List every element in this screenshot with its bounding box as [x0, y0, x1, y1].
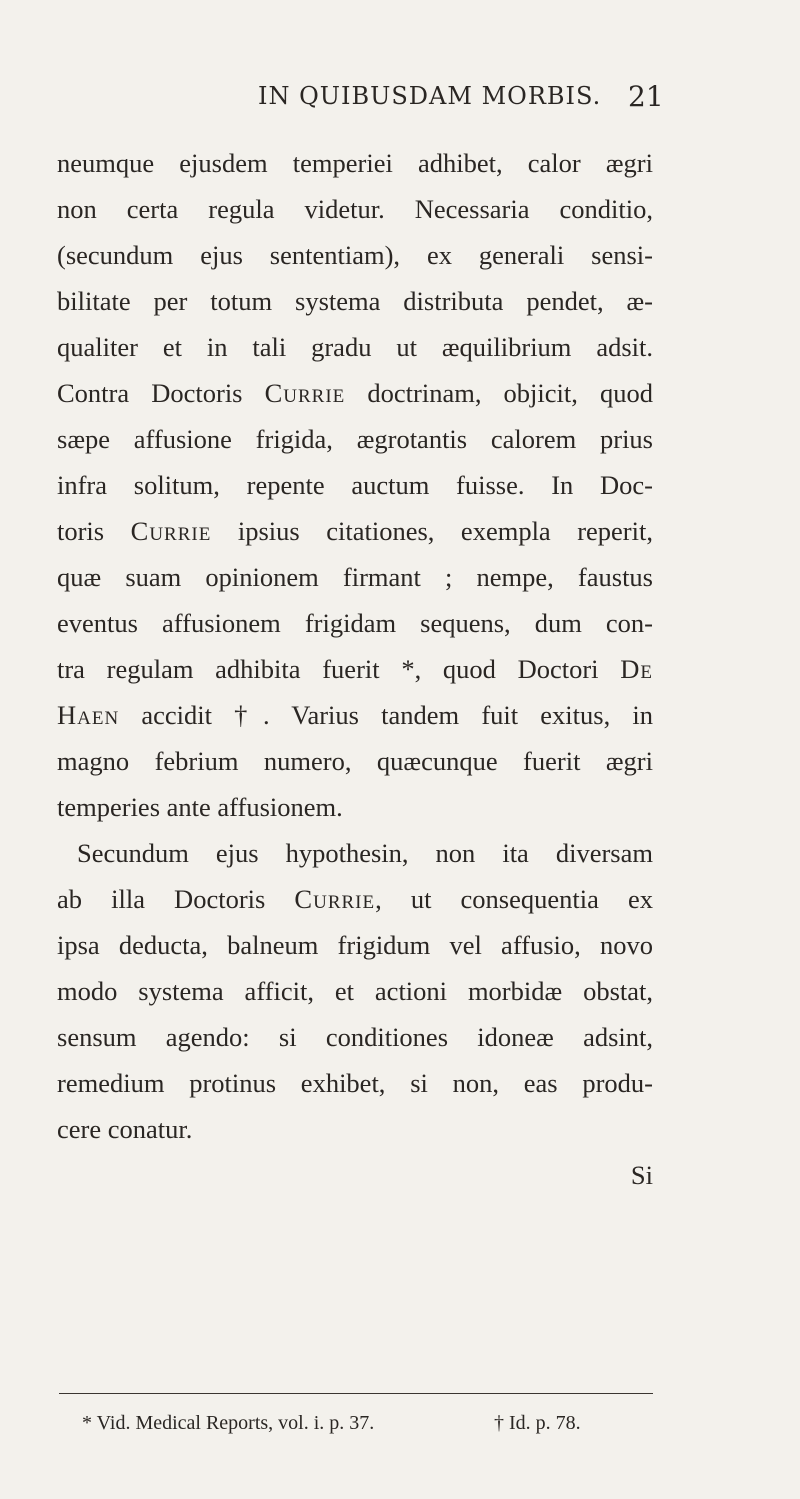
text-line: neumque ejusdem temperiei adhibet, calor ægri — [57, 148, 653, 178]
text-line: magno febrium numero, quæcunque fuerit ægri — [57, 746, 653, 776]
text-line: ipsa deducta, balneum frigidum vel affusio, novo — [57, 930, 653, 960]
text-line: sæpe affusione frigida, ægrotantis calorem prius — [57, 424, 653, 454]
text-segment: Contra Doctoris — [57, 378, 265, 408]
text-segment: ipsius citationes, exempla reperit, — [211, 516, 653, 546]
text-line: modo systema afficit, et actioni morbidæ obstat, — [57, 976, 653, 1006]
body-text — [57, 140, 653, 1198]
text-line: bilitate per totum systema distributa pendet, æ- — [57, 286, 653, 316]
text-line: (secundum ejus sententiam), ex generali sensi- — [57, 240, 653, 270]
text-segment: accidit †. Varius tandem fuit exitus, in — [119, 700, 653, 730]
text-segment: doctrinam, objicit, quod — [345, 378, 653, 408]
text-line — [57, 370, 653, 416]
text-line: temperies ante affusionem. — [57, 792, 343, 822]
text-line: remedium protinus exhibet, si non, eas produ- — [57, 1068, 653, 1098]
text-line: cere conatur. — [57, 1114, 193, 1144]
text-segment: ab illa Doctoris — [57, 884, 295, 914]
footnote-2: † Id. p. 78. — [494, 1412, 581, 1434]
text-line — [57, 646, 653, 692]
text-line — [57, 508, 653, 554]
text-line: qualiter et in tali gradu ut æquilibrium adsit. — [57, 332, 653, 362]
footnote-rule — [59, 1393, 653, 1394]
catchword: Si — [630, 1160, 653, 1190]
text-line: quæ suam opinionem firmant ; nempe, faustus — [57, 562, 653, 592]
text-line: non certa regula videtur. Necessaria conditio, — [57, 194, 653, 224]
author-name: De — [620, 654, 653, 684]
text-line — [57, 692, 653, 738]
text-line: sensum agendo: si conditiones idoneæ adsint, — [57, 1022, 653, 1052]
running-head: IN QUIBUSDAM MORBIS. — [258, 82, 602, 110]
footnote-1: * Vid. Medical Reports, vol. i. p. 37. — [82, 1412, 375, 1434]
page-header — [0, 82, 800, 122]
text-line — [57, 876, 653, 922]
text-segment: toris — [57, 516, 131, 546]
author-name: Haen — [57, 700, 120, 730]
author-name: Currie — [294, 884, 376, 914]
text-segment: tra regulam adhibita fuerit *, quod Doctori — [57, 654, 621, 684]
text-line: infra solitum, repente auctum fuisse. In Doc- — [57, 470, 653, 500]
author-name: Currie — [130, 516, 212, 546]
author-name: Currie — [264, 378, 346, 408]
text-line: Secundum ejus hypothesin, non ita diversam — [77, 838, 653, 868]
text-line: eventus affusionem frigidam sequens, dum con- — [57, 608, 653, 638]
text-segment: , ut consequentia ex — [375, 884, 653, 914]
page-number: 21 — [628, 80, 664, 113]
